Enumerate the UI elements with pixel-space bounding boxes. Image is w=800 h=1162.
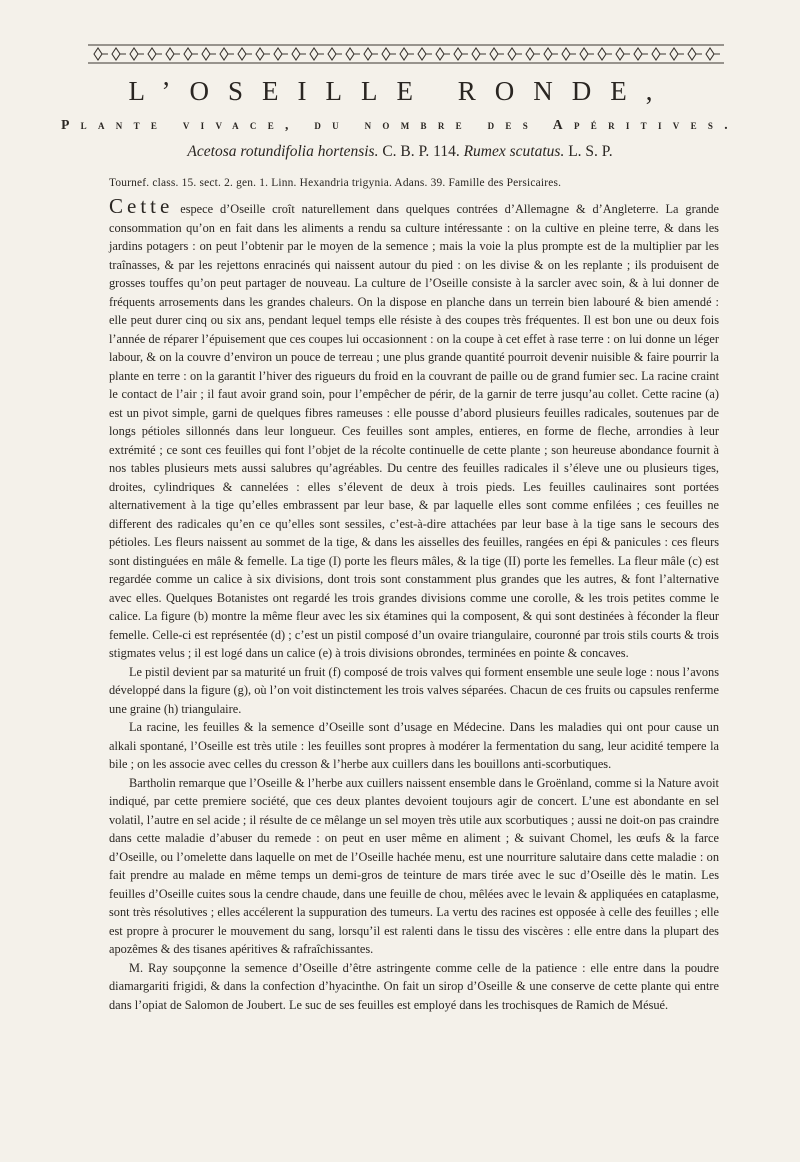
dropcap: Cette: [109, 194, 174, 218]
paragraph: [109, 194, 719, 663]
page-title: L’OSEILLE RONDE,: [128, 76, 672, 106]
paragraph: Le pistil devient par sa maturité un fruit (f) composé de trois valves qui forment ensemble une seule loge : nous l’avons développé dans la figure (g), où l’on voit distinctement les trois valves séparées. Chacun de ces fruits ou capsules renferme une graine (h) triangulaire.: [109, 664, 719, 716]
body-text: [109, 194, 719, 1014]
paragraph: Bartholin remarque que l’Oseille & l’herbe aux cuillers naissent ensemble dans le Groënland, comme si la Nature avoit indiqué, par cette premiere société, que ces deux plantes devoient toujours agir de concert. L’une est abondante en sel volatil, l’autre en sel acide ; il résulte de ce mêlange un sel moyen très utile aux scorbutiques ; aussi ne doit-on pas craindre dans cette maladie d’abuser du remede : on peut en user même en aliment ; & suivant Chomel, les œufs & la farce d’Oseille, ou l’omelette dans laquelle on met de l’Oseille hachée menu, est une nourriture salutaire dans cette maladie : on fait prendre au malade en même temps un demi-gros de teinture de mars tirée avec le suc d’Oseille dès le matin. Les feuilles d’Oseille cuites sous la cendre chaude, dans une feuille de chou, mêlées avec le levain & appliquées en cataplasme, sont très résolutives ; elles accélerent la suppuration des tumeurs. La vertu des racines est opposée à celle des feuilles ; elle est propre à procurer le mouvement du sang, lorsqu’il est ralenti dans le tissu des viscères : elle entre dans la plupart des apozêmes & des tisanes apéritives & rafraîchissantes.: [109, 775, 719, 956]
paragraph: M. Ray soupçonne la semence d’Oseille d’être astringente comme celle de la patience : elle entre dans la poudre diamargariti frigidi, & dans la confection d’hyacinthe. On fait un sirop d’Oseille & une conserve de cette plante qui entre dans l’opiat de Salomon de Joubert. Le suc de ses feuilles est employé dans les trochisques de Ramich de Mésué.: [109, 960, 719, 1012]
synonym-part: Rumex scutatus.: [463, 143, 565, 160]
ornament-border-icon: [88, 44, 724, 64]
botanical-synonyms: [0, 143, 800, 161]
paragraph-text: espece d’Oseille croît naturellement dans quelques contrées d’Allemagne & d’Angleterre. La grande consommation qu’on en fait dans les aliments a rendu sa culture intéressante : on la cultive en pleine terre, & dans les jardins potagers : on peut l’obtenir par le moyen de la semence ; mais la voie la plus prompte est de la multiplier par les traînasses, & par les rejettons enracinés qui naissent autour du pied : on les divise & on les replante ; ils produisent de grosses touffes qu’on peut partager de nouveau. La culture de l’Oseille consiste à la sarcler avec soin, & à lui donner de fréquents arrosements dans les grandes chaleurs. On la dispose en planche dans un terrein bien labouré & bien amendé : elle peut durer cinq ou six ans, pendant lequel temps elle résiste à des coupes très fréquentes. Il est bon une ou deux fois l’année de réparer l’épuisement que ces coupes lui occasionnent : on la coupe à cet effet à rase terre : on lui donne un léger labour, & on la couvre d’environ un pouce de terreau ; une plus grande quantité pourroit devenir nuisible & faire pourrir la plante en terre : on la garantit l’hiver des rigueurs du froid en la couvrant de paille ou de grand fumier sec. La racine craint le contact de l’air ; il faut avoir grand soin, pour l’empêcher de périr, de la garnir de terre jusqu’au collet. Cette racine (a) est un pivot simple, garni de quelques fibres rameuses : elle pousse d’abord plusieurs feuilles radicales, soutenues par de longs pétioles sillonnés dans leur longueur. Ces feuilles sont amples, entieres, en forme de fleche, arrondies à leur extrémité ; ce sont ces feuilles qui font l’objet de la récolte continuelle de cette plante ; son heureuse abondance fournit à nos tables plusieurs mets aussi salubres qu’agréables. Du centre des feuilles radicales il s’éleve une ou plusieurs tiges, droites, cylindriques & cannelées : elles s’élevent de deux à trois pieds. Les feuilles caulinaires sont portées alternativement à la tige qu’elles embrassent par leur base, & par laquelle elles sont comme enfilées ; ces feuilles ne different des radicales qu’en ce qu’elles sont sessiles, c’est-à-dire attachées par leur base à la tige sans le secours des pétioles. Les fleurs naissent au sommet de la tige, & dans les aisselles des feuilles, rangées en épi & panicules : ces fleurs sont distinguées en mâle & femelle. La tige (I) porte les fleurs mâles, & la tige (II) porte les femelles. La fleur mâle (c) est regardée comme un calice à six divisions, dont trois sont constamment plus grandes que les autres, & font l’alternative avec elles. Quelques Botanistes ont regardé les trois grandes divisions comme une corolle, & les trois petites comme le calice. La figure (b) montre la même fleur avec les six étamines qui la composent, & qui sont destinées à féconder la fleur femelle. Celle-ci est représentée (d) ; c’est un pistil composé d’un ovaire triangulaire, couronné par trois stils courts & trois stigmates velus ; il est logé dans un calice (e) à trois divisions obrondes, terminées en pointe & concaves.: [109, 202, 719, 660]
synonym-part: C. B. P. 114.: [378, 143, 464, 160]
synonym-part: L. S. P.: [564, 143, 613, 160]
synonym-part: Acetosa rotundifolia hortensis.: [187, 143, 379, 160]
classification-line: Tournef. class. 15. sect. 2. gen. 1. Linn. Hexandria trigynia. Adans. 39. Famille des Persicaires.: [109, 177, 562, 189]
page-subtitle: Plante vivace, du nombre des Apéritives.: [61, 117, 739, 132]
paragraph: La racine, les feuilles & la semence d’Oseille sont d’usage en Médecine. Dans les maladies qui ont pour cause un alkali spontané, l’Oseille est très utile : les feuilles sont propres à modérer la fermentation du sang, leur acidité tempere la bile ; on les associe avec celles du cresson & l’herbe aux cuillers dans les bouillons anti-scorbutiques.: [109, 720, 719, 771]
